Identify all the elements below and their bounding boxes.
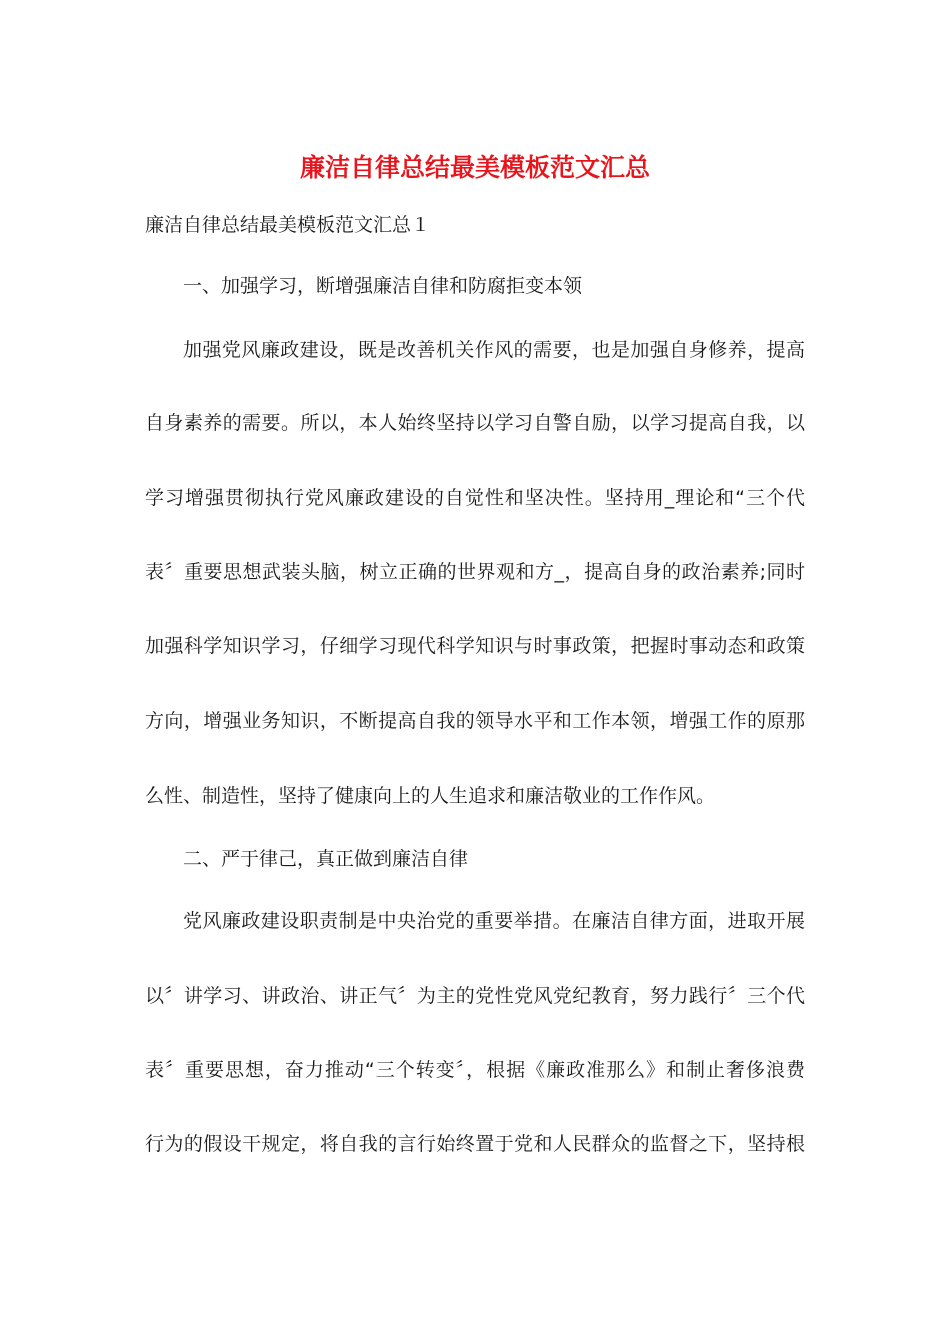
section-1-line: 自身素养的需要。所以，本人始终坚持以学习自警自励，以学习提高自我，以 [145,412,805,434]
section-1-line: 学习增强贯彻执行党风廉政建设的自觉性和坚决性。坚持用_理论和“三个代 [145,487,805,509]
section-1-heading: 一、加强学习，断增强廉洁自律和防腐拒变本领 [183,275,583,297]
document-subtitle: 廉洁自律总结最美模板范文汇总１ [145,214,431,236]
document-title: 廉洁自律总结最美模板范文汇总 [299,153,650,182]
section-1-line: 加强党风廉政建设，既是改善机关作风的需要，也是加强自身修养，提高 [183,339,805,361]
section-1-line: 加强科学知识学习，仔细学习现代科学知识与时事政策，把握时事动态和政策 [145,635,805,657]
section-2-line: 表〞重要思想，奋力推动“三个转变〞，根据《廉政准那么》和制止奢侈浪费 [145,1059,805,1081]
section-2-line: 以〞讲学习、讲政治、讲正气〞为主的党性党风党纪教育，努力践行〞三个代 [145,985,805,1007]
section-1-line: 方向，增强业务知识，不断提高自我的领导水平和工作本领，增强工作的原那 [145,710,805,732]
section-1-line: 么性、制造性，坚持了健康向上的人生追求和廉洁敬业的工作作风。 [145,785,716,807]
section-1-line: 表〞重要思想武装头脑，树立正确的世界观和方_，提高自身的政治素养;同时 [145,561,805,583]
section-2-heading: 二、严于律己，真正做到廉洁自律 [183,848,469,870]
section-2-line: 行为的假设干规定，将自我的言行始终置于党和人民群众的监督之下，坚持根 [145,1133,805,1155]
section-2-line: 党风廉政建设职责制是中央治党的重要举措。在廉洁自律方面，进取开展 [183,910,805,932]
